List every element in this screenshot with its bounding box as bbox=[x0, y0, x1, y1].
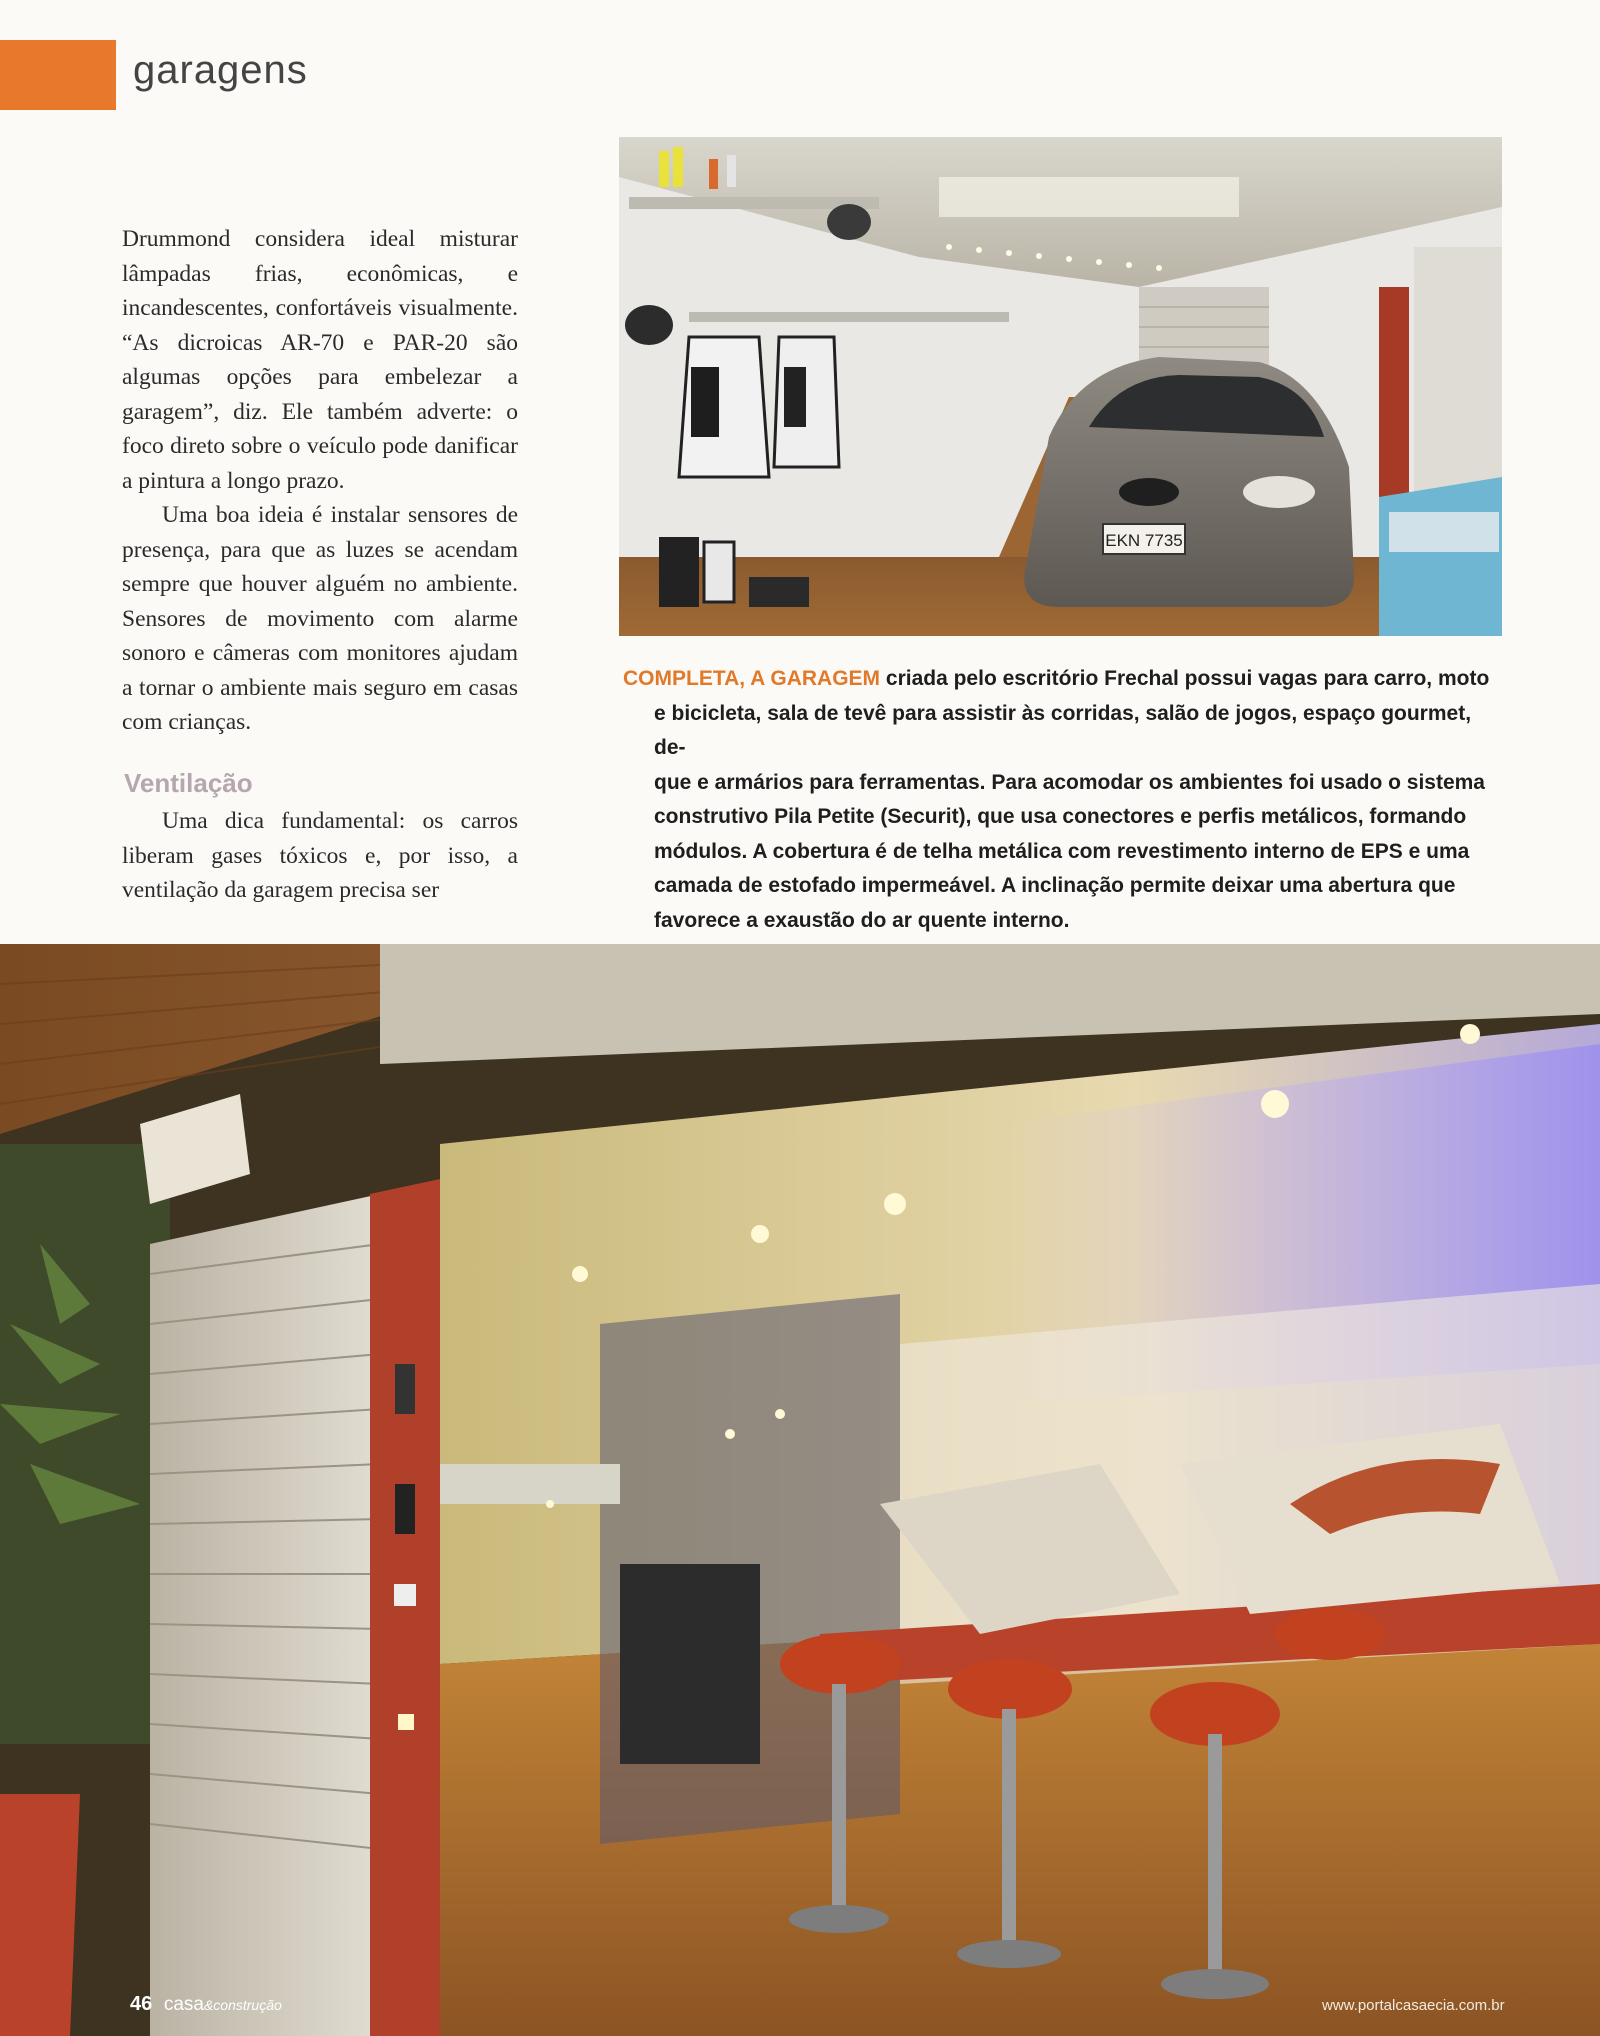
caption-lead: COMPLETA, A GARAGEM bbox=[623, 667, 881, 690]
magazine-name-main: casa bbox=[163, 1994, 204, 2015]
footer-website: www.portalcasaecia.com.br bbox=[1322, 1997, 1505, 2014]
body-paragraph-1: Drummond considera ideal misturar lâmpadas frias, econômicas, e incandescentes, confortáveis visualmente. “As dicroicas AR-70 e PAR-20 são algumas opções para embelezar a garagem”, diz. Ele também adverte: o foco direto sobre o veículo pode danificar a pintura a longo prazo. bbox=[122, 226, 518, 494]
caption-line: favorece a exaustão do ar quente interno. bbox=[654, 908, 1070, 932]
body-column bbox=[122, 222, 518, 908]
subheading-ventilacao: Ventilação bbox=[124, 767, 253, 798]
caption-line: módulos. A cobertura é de telha metálica com revestimento interno de EPS e uma bbox=[654, 839, 1470, 863]
caption-line: camada de estofado impermeável. A inclinação permite deixar uma abertura que bbox=[654, 874, 1456, 897]
magazine-name-suffix: construção bbox=[213, 1997, 282, 2013]
body-paragraph-2: Uma boa ideia é instalar sensores de presença, para que as luzes se acendam sempre que houver alguém no ambiente. Sensores de movimento com alarme sonoro e câmeras com monitores ajudam a tornar o ambiente mais seguro em casas com crianças. bbox=[122, 502, 518, 735]
caption-line: construtivo Pila Petite (Securit), que usa conectores e perfis metálicos, formando bbox=[654, 805, 1467, 828]
section-label: garagens bbox=[133, 48, 308, 92]
license-plate: EKN 7735 bbox=[1105, 531, 1183, 550]
photo-garage-lounge bbox=[0, 944, 1600, 2036]
photo-garage-lounge-illustration bbox=[0, 944, 1600, 2036]
photo-garage-car bbox=[619, 137, 1502, 636]
photo-caption bbox=[623, 662, 1503, 938]
page-number: 46 bbox=[130, 1993, 153, 2015]
caption-line: e bicicleta, sala de tevê para assistir às corridas, salão de jogos, espaço gourmet, de- bbox=[654, 701, 1472, 759]
magazine-name bbox=[164, 1994, 282, 2015]
magazine-name-connector: & bbox=[203, 1997, 214, 2013]
body-paragraph-3: Uma dica fundamental: os carros liberam gases tóxicos e, por isso, a ventilação da garagem precisa ser bbox=[122, 808, 518, 903]
section-tab bbox=[0, 40, 116, 110]
footer-folio bbox=[130, 1993, 282, 2016]
photo-garage-car-illustration bbox=[619, 137, 1502, 636]
caption-line: que e armários para ferramentas. Para acomodar os ambientes foi usado o sistema bbox=[654, 770, 1485, 794]
caption-first-line: criada pelo escritório Frechal possui vagas para carro, moto bbox=[885, 667, 1490, 690]
